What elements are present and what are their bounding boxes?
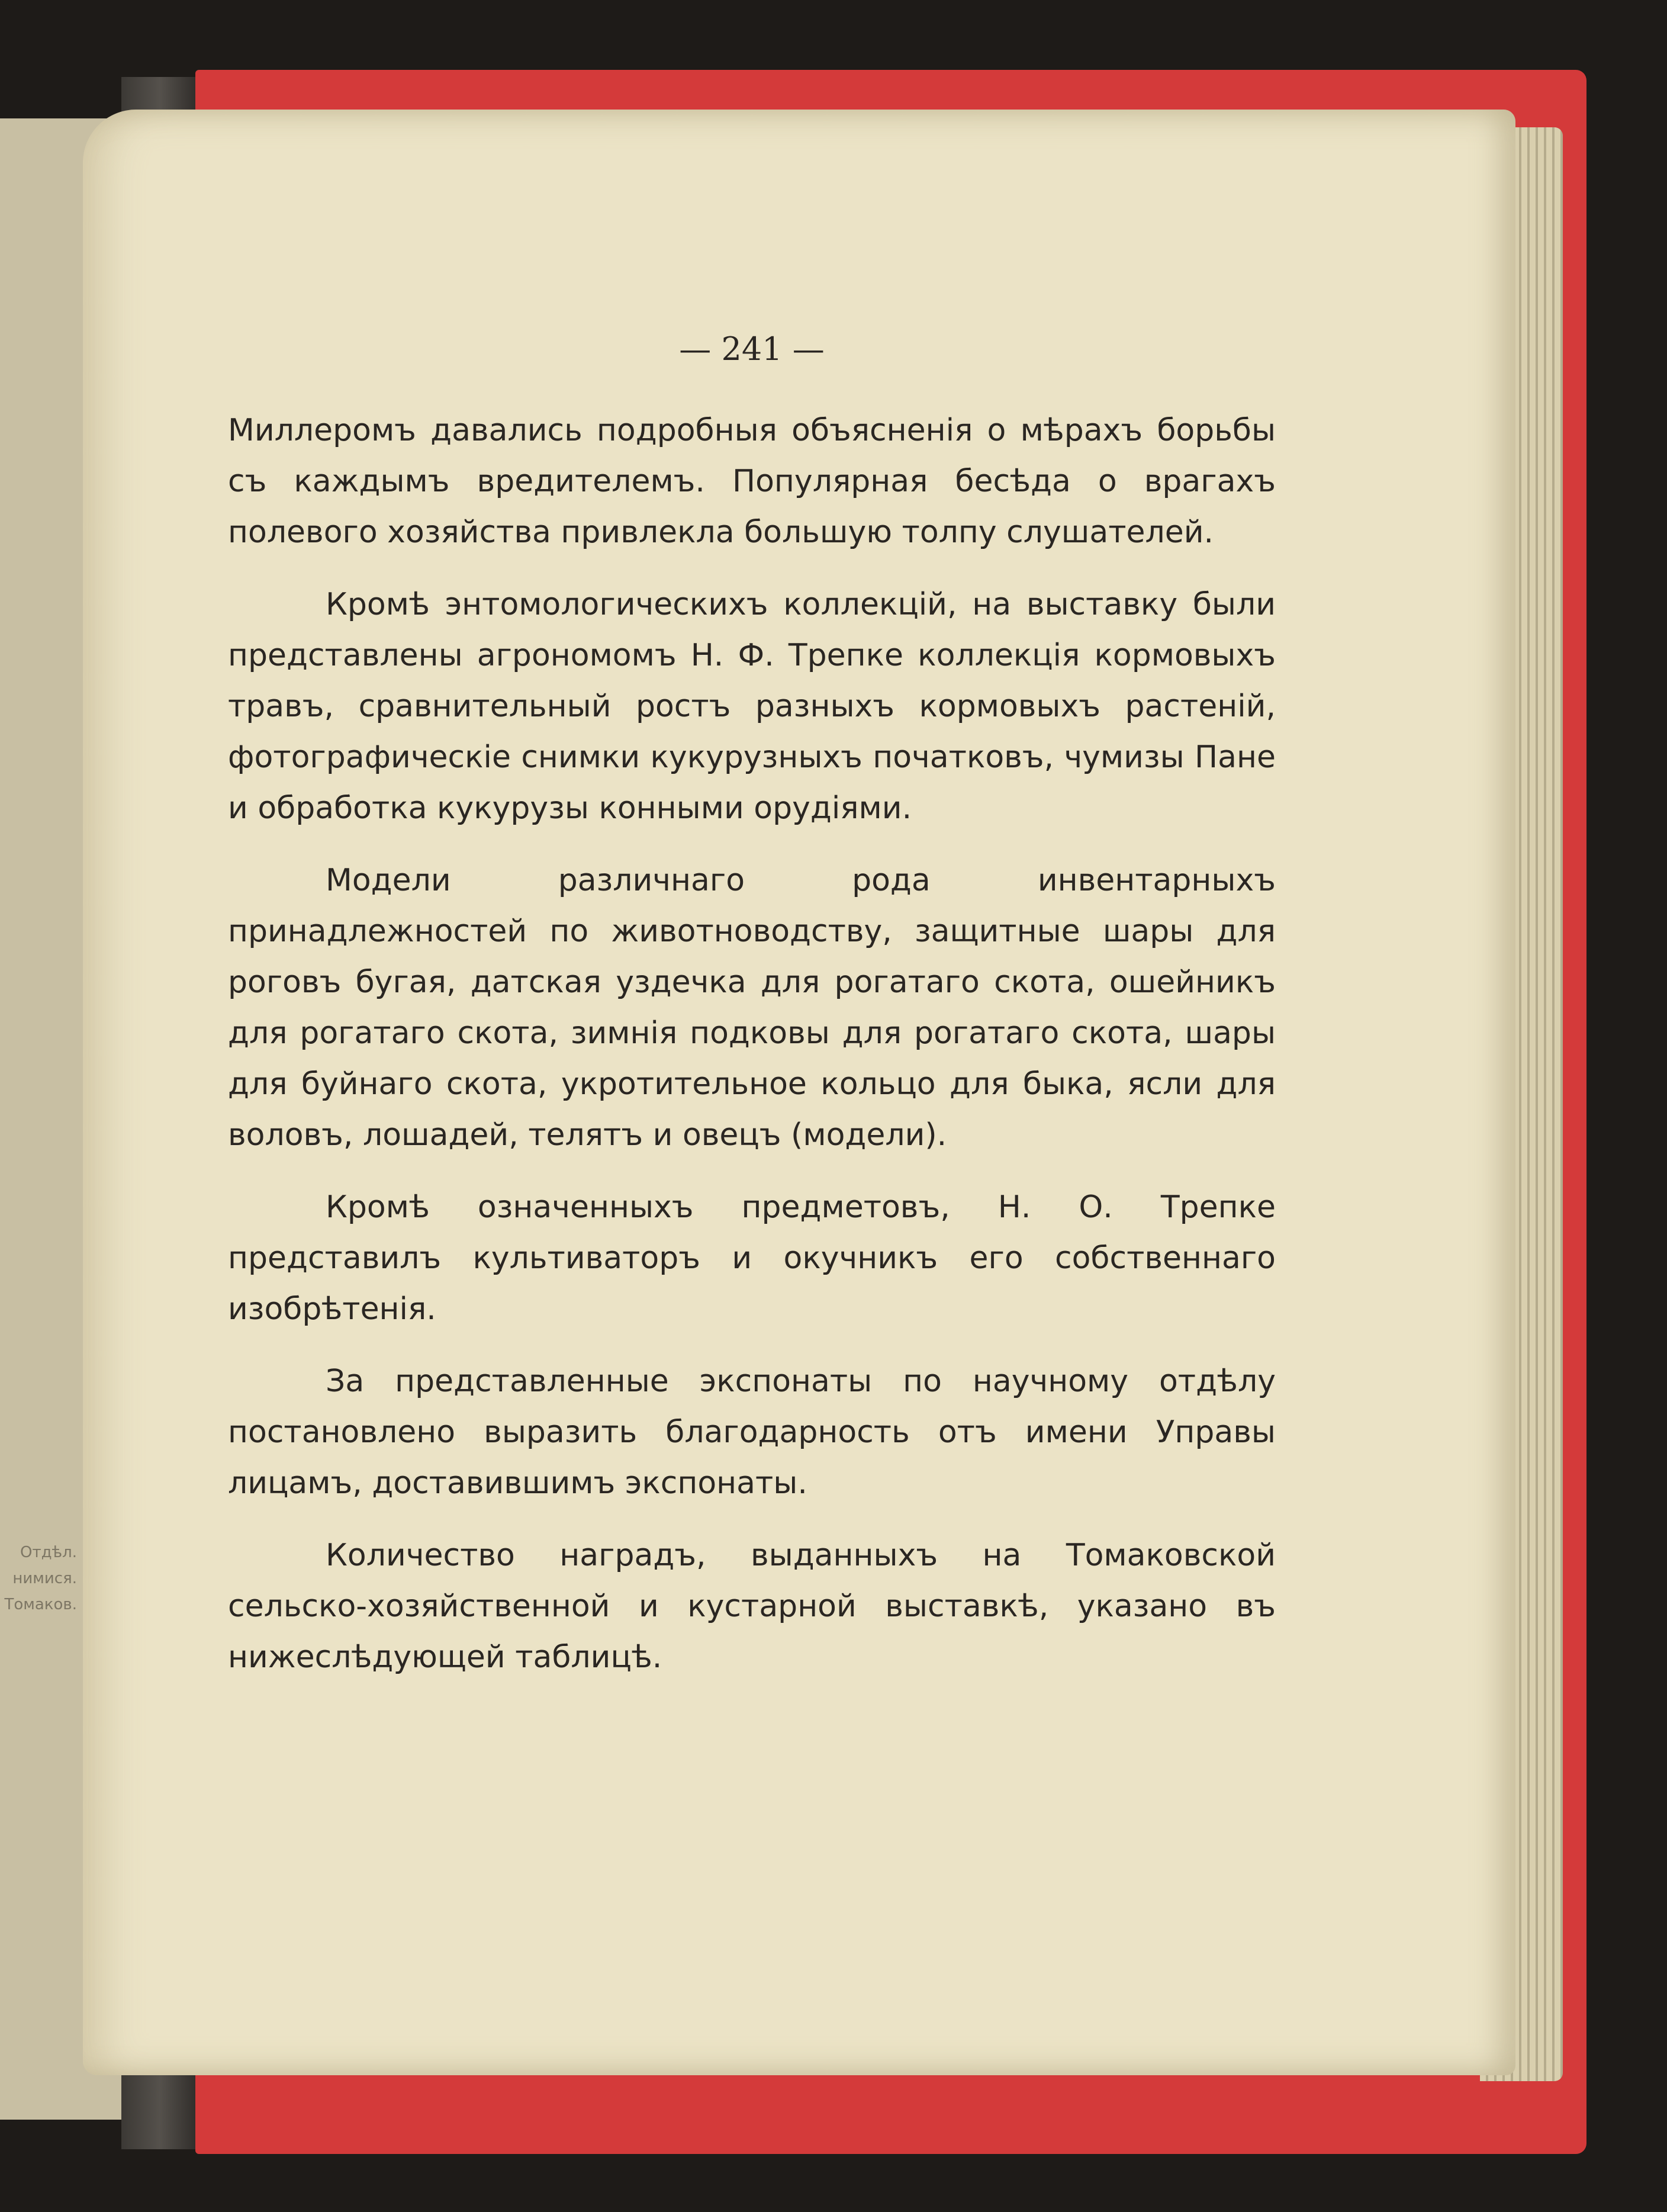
- paragraph: Модели различнаго рода инвентарныхъ принадлежностей по животноводству, защитные шары для роговъ бугая, датская уздечка для рогатаго скота, ошейникъ для рогатаго скота, зимнія подковы для рогатаго скота, шары для буйнаго скота, укротительное кольцо для быка, ясли для воловъ, лошадей, телятъ и овецъ (модели).: [228, 863, 1276, 1153]
- paragraph: Кромѣ энтомологическихъ коллекцій, на выставку были представлены агрономомъ Н. Ф. Трепке коллекція кормовыхъ травъ, сравнительный ростъ разныхъ кормовыхъ растеній, фотографическіе снимки кукурузныхъ початковъ, чумизы Пане и обработка кукурузы конными орудіями.: [228, 587, 1276, 826]
- paragraph: Миллеромъ давались подробныя объясненія о мѣрахъ борьбы съ каждымъ вредителемъ. Популярная бесѣда о врагахъ полевого хозяйства привлекла большую толпу слушателей.: [228, 413, 1276, 550]
- paragraph: Количество наградъ, выданныхъ на Томаковской сельско-хозяйственной и кустарной выставкѣ, указано въ нижеслѣдующей таблицѣ.: [228, 1538, 1276, 1675]
- page-number: — 241 —: [679, 330, 825, 368]
- margin-note: нимися.: [12, 1570, 77, 1587]
- paragraph: За представленные экспонаты по научному отдѣлу постановлено выразить благодарность отъ имени Управы лицамъ, доставившимъ экспонаты.: [228, 1364, 1276, 1501]
- margin-note: Томаков.: [4, 1596, 77, 1613]
- left-page-margin-notes: [0, 1539, 77, 1618]
- page-text-block: [228, 332, 1276, 1704]
- margin-note: Отдѣл.: [20, 1544, 77, 1561]
- paragraph: Кромѣ означенныхъ предметовъ, Н. О. Трепке представилъ культиваторъ и окучникъ его собственнаго изобрѣтенія.: [228, 1189, 1276, 1327]
